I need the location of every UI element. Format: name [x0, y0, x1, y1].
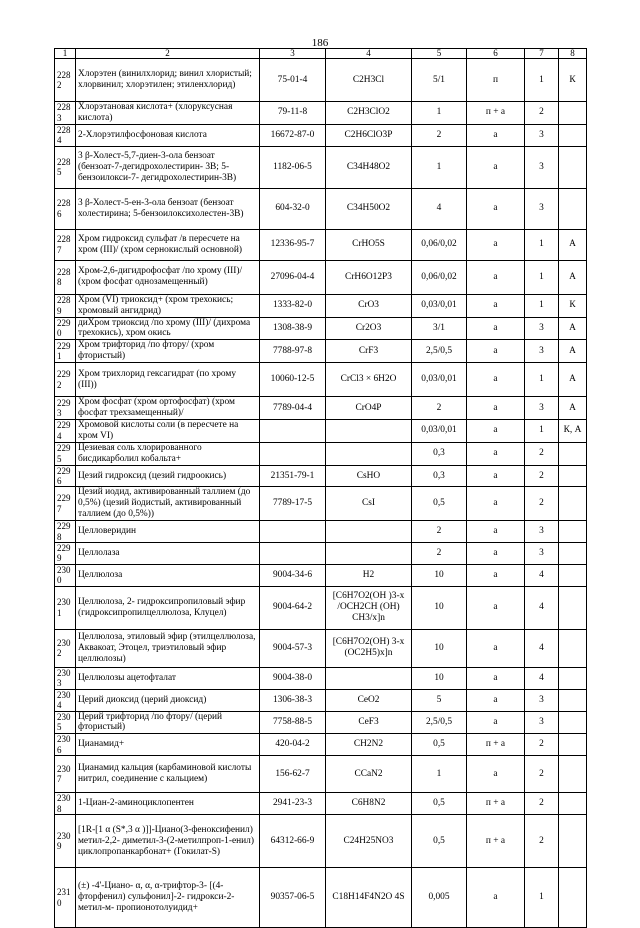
row-number: 2297 — [55, 487, 76, 521]
cas-number: 10060-12-5 — [260, 363, 326, 397]
row-number: 2295 — [55, 442, 76, 465]
hazard-class: 1 — [525, 419, 559, 442]
substance-name: Хром фосфат (хром ортофосфат) (хром фосфат трехзамещенный)/ — [76, 397, 260, 420]
cas-number — [260, 442, 326, 465]
hazard-class: 2 — [525, 793, 559, 815]
limit-value: 1 — [412, 102, 467, 125]
column-number: 8 — [559, 49, 587, 59]
limit-value: 0,3 — [412, 465, 467, 487]
formula: [C6H7O2(OH) 3-x (OC2H5)x]n — [326, 629, 412, 667]
substance-name: 2-Хлорэтилфосфоновая кислота — [76, 124, 260, 146]
limit-value: 0,3 — [412, 442, 467, 465]
hazard-class: 2 — [525, 487, 559, 521]
cas-number: 7789-17-5 — [260, 487, 326, 521]
hazard-class: 3 — [525, 188, 559, 229]
row-number: 2306 — [55, 734, 76, 756]
row-number: 2298 — [55, 521, 76, 543]
hazard-class: 4 — [525, 629, 559, 667]
effect-note: А — [559, 229, 587, 260]
limit-value: 1 — [412, 146, 467, 188]
aggregate-state: п + а — [467, 734, 525, 756]
limit-value: 0,03/0,01 — [412, 294, 467, 317]
hazard-class: 2 — [525, 815, 559, 868]
hazard-class: 1 — [525, 363, 559, 397]
row-number: 2310 — [55, 868, 76, 928]
effect-note — [559, 146, 587, 188]
aggregate-state: п + а — [467, 102, 525, 125]
effect-note — [559, 711, 587, 734]
aggregate-state: а — [467, 564, 525, 586]
formula: C34H48O2 — [326, 146, 412, 188]
formula: CrHO5S — [326, 229, 412, 260]
limit-value: 10 — [412, 564, 467, 586]
effect-note — [559, 793, 587, 815]
limit-value: 1 — [412, 756, 467, 793]
aggregate-state: а — [467, 188, 525, 229]
limit-value: 0,03/0,01 — [412, 363, 467, 397]
limit-value: 2 — [412, 543, 467, 565]
aggregate-state: а — [467, 229, 525, 260]
table-row — [55, 294, 587, 317]
substance-name: Целлюлоза — [76, 564, 260, 586]
substance-name: Цианамид+ — [76, 734, 260, 756]
effect-note — [559, 756, 587, 793]
formula: CsI — [326, 487, 412, 521]
row-number: 2309 — [55, 815, 76, 868]
limit-value: 5/1 — [412, 59, 467, 102]
table-row — [55, 793, 587, 815]
effect-note — [559, 442, 587, 465]
cas-number — [260, 521, 326, 543]
row-number: 2282 — [55, 59, 76, 102]
formula — [326, 521, 412, 543]
cas-number: 9004-34-6 — [260, 564, 326, 586]
formula: CsHO — [326, 465, 412, 487]
substance-name: Цезий иодид, активированный таллием (до 0,5%) (цезий йодистый, активированный таллием (до 0,5%)) — [76, 487, 260, 521]
formula: CrO4P — [326, 397, 412, 420]
aggregate-state: а — [467, 340, 525, 363]
substance-name: Целловеридин — [76, 521, 260, 543]
limit-value: 10 — [412, 629, 467, 667]
aggregate-state: а — [467, 667, 525, 689]
substance-name: Целлюлоза, этиловый эфир (этилцеллюлоза, Аквакоат, Этоцел, триэтиловый эфир целлюлозы) — [76, 629, 260, 667]
formula: CrF3 — [326, 340, 412, 363]
limit-value: 3/1 — [412, 317, 467, 340]
hazard-class: 1 — [525, 868, 559, 928]
cas-number: 7789-04-4 — [260, 397, 326, 420]
substance-name: [1R-[1 α (S*,3 α )]]-Циано(3-феноксифенил) метил-2,2- диметил-3-(2-метилпроп-1-енил) циклопропанкарбонат+ (Гокилат-S) — [76, 815, 260, 868]
table-row — [55, 102, 587, 125]
limit-value: 2,5/0,5 — [412, 340, 467, 363]
effect-note — [559, 868, 587, 928]
row-number: 2284 — [55, 124, 76, 146]
substance-name: Церий диоксид (церий диоксид) — [76, 689, 260, 711]
aggregate-state: а — [467, 397, 525, 420]
substance-name: (±) -4'-Циано- α, α, α-трифтор-3- [(4-фторфенил) сульфонил]-2- гидрокси-2-метил-м- пропионотолуидид+ — [76, 868, 260, 928]
formula: CrO3 — [326, 294, 412, 317]
formula: CeO2 — [326, 689, 412, 711]
effect-note: А — [559, 397, 587, 420]
aggregate-state: а — [467, 868, 525, 928]
formula: CrH6O12P3 — [326, 260, 412, 294]
table-row — [55, 543, 587, 565]
formula: [C6H7O2(OH )3-x /OCH2CH (OH) CH3/x]n — [326, 586, 412, 629]
hazard-class: 1 — [525, 229, 559, 260]
effect-note — [559, 667, 587, 689]
substance-name: Целлолаза — [76, 543, 260, 565]
row-number: 2305 — [55, 711, 76, 734]
table-row — [55, 711, 587, 734]
limit-value: 2,5/0,5 — [412, 711, 467, 734]
limit-value: 0,06/0,02 — [412, 260, 467, 294]
limit-value: 2 — [412, 521, 467, 543]
column-number: 4 — [326, 49, 412, 59]
hazard-class: 3 — [525, 146, 559, 188]
table-row — [55, 340, 587, 363]
cas-number: 420-04-2 — [260, 734, 326, 756]
table-row — [55, 397, 587, 420]
row-number: 2302 — [55, 629, 76, 667]
table-row — [55, 442, 587, 465]
hazard-class: 3 — [525, 340, 559, 363]
limit-value: 0,06/0,02 — [412, 229, 467, 260]
effect-note: К — [559, 59, 587, 102]
table-row — [55, 146, 587, 188]
table-row — [55, 188, 587, 229]
table-row — [55, 419, 587, 442]
row-number: 2285 — [55, 146, 76, 188]
table-row — [55, 689, 587, 711]
limit-value: 10 — [412, 586, 467, 629]
hazard-class: 3 — [525, 543, 559, 565]
hazard-class: 2 — [525, 734, 559, 756]
limit-value: 2 — [412, 124, 467, 146]
limit-value: 0,03/0,01 — [412, 419, 467, 442]
aggregate-state: а — [467, 146, 525, 188]
row-number: 2292 — [55, 363, 76, 397]
hazard-class: 4 — [525, 586, 559, 629]
table-row — [55, 629, 587, 667]
formula: C2H6ClO3P — [326, 124, 412, 146]
table-row — [55, 317, 587, 340]
formula: CeF3 — [326, 711, 412, 734]
row-number: 2290 — [55, 317, 76, 340]
substance-name: Хром (VI) триоксид+ (хром трехокись; хромовый ангидрид) — [76, 294, 260, 317]
effect-note — [559, 629, 587, 667]
cas-number: 1308-38-9 — [260, 317, 326, 340]
cas-number: 21351-79-1 — [260, 465, 326, 487]
page-number: 186 — [311, 37, 329, 49]
row-number: 2283 — [55, 102, 76, 125]
hazard-class: 4 — [525, 667, 559, 689]
table-row — [55, 815, 587, 868]
limit-value: 0,5 — [412, 487, 467, 521]
substance-name: Хром-2,6-дигидрофосфат /по хрому (III)/ (хром фосфат однозамещенный) — [76, 260, 260, 294]
aggregate-state: а — [467, 756, 525, 793]
formula: Cr2O3 — [326, 317, 412, 340]
substance-name: Целлюлоза, 2- гидроксипропиловый эфир (гидроксипропилцеллюлоза, Клуцел) — [76, 586, 260, 629]
limit-value: 0,005 — [412, 868, 467, 928]
formula: CrCl3 × 6H2O — [326, 363, 412, 397]
hazard-class: 3 — [525, 521, 559, 543]
aggregate-state: п — [467, 59, 525, 102]
cas-number: 16672-87-0 — [260, 124, 326, 146]
substance-name: диХром триоксид /по хрому (III)/ (дихрома трехокись), хром окись — [76, 317, 260, 340]
formula: CH2N2 — [326, 734, 412, 756]
limit-value: 2 — [412, 397, 467, 420]
table-row — [55, 260, 587, 294]
column-number-row — [55, 49, 587, 59]
table-row — [55, 124, 587, 146]
table-row — [55, 59, 587, 102]
limit-value: 0,5 — [412, 734, 467, 756]
effect-note — [559, 465, 587, 487]
cas-number: 2941-23-3 — [260, 793, 326, 815]
effect-note: К — [559, 294, 587, 317]
cas-number: 1333-82-0 — [260, 294, 326, 317]
aggregate-state: а — [467, 260, 525, 294]
hazard-class: 3 — [525, 689, 559, 711]
formula: C24H25NO3 — [326, 815, 412, 868]
formula — [326, 667, 412, 689]
formula: C34H50O2 — [326, 188, 412, 229]
aggregate-state: а — [467, 711, 525, 734]
column-number: 3 — [260, 49, 326, 59]
effect-note — [559, 586, 587, 629]
row-number: 2288 — [55, 260, 76, 294]
effect-note — [559, 564, 587, 586]
limit-value: 4 — [412, 188, 467, 229]
hazard-class: 2 — [525, 756, 559, 793]
effect-note — [559, 543, 587, 565]
effect-note — [559, 689, 587, 711]
hazard-class: 2 — [525, 465, 559, 487]
row-number: 2308 — [55, 793, 76, 815]
substance-name: 3 β-Холест-5,7-диен-3-ола бензоат (бензоат-7-дегидрохолестирин- 3В; 5-бензоилокси-7- дегидрохолестирин-3В) — [76, 146, 260, 188]
table-row — [55, 667, 587, 689]
column-number: 7 — [525, 49, 559, 59]
hazard-class: 1 — [525, 260, 559, 294]
substance-name: Хлорэтановая кислота+ (хлоруксусная кислота) — [76, 102, 260, 125]
table-row — [55, 363, 587, 397]
substance-name: Церий трифторид /по фтору/ (церий фтористый) — [76, 711, 260, 734]
effect-note: А — [559, 317, 587, 340]
hazard-class: 2 — [525, 442, 559, 465]
cas-number: 156-62-7 — [260, 756, 326, 793]
table-row — [55, 521, 587, 543]
aggregate-state: а — [467, 543, 525, 565]
limit-value: 5 — [412, 689, 467, 711]
row-number: 2287 — [55, 229, 76, 260]
limit-value: 0,5 — [412, 815, 467, 868]
row-number: 2286 — [55, 188, 76, 229]
cas-number: 9004-38-0 — [260, 667, 326, 689]
substance-name: Цезиевая соль хлорированного бисдикарболил кобальта+ — [76, 442, 260, 465]
formula — [326, 442, 412, 465]
effect-note — [559, 734, 587, 756]
table-row — [55, 868, 587, 928]
formula — [326, 419, 412, 442]
row-number: 2296 — [55, 465, 76, 487]
cas-number: 7788-97-8 — [260, 340, 326, 363]
effect-note — [559, 815, 587, 868]
hazard-class: 4 — [525, 564, 559, 586]
substance-name: Хромовой кислоты соли (в пересчете на хром VI) — [76, 419, 260, 442]
cas-number: 27096-04-4 — [260, 260, 326, 294]
formula: C2H3ClO2 — [326, 102, 412, 125]
substance-name: Хром трифторид /по фтору/ (хром фтористый) — [76, 340, 260, 363]
substance-name: 3 β-Холест-5-ен-3-ола бензоат (бензоат холестирина; 5-бензоилоксихолестен-3В) — [76, 188, 260, 229]
substance-name: Цианамид кальция (карбаминовой кислоты нитрил, соединение с кальцием) — [76, 756, 260, 793]
hazard-class: 2 — [525, 102, 559, 125]
aggregate-state: а — [467, 689, 525, 711]
column-number: 5 — [412, 49, 467, 59]
cas-number: 1306-38-3 — [260, 689, 326, 711]
row-number: 2293 — [55, 397, 76, 420]
column-number: 2 — [76, 49, 260, 59]
limit-value: 0,5 — [412, 793, 467, 815]
cas-number: 12336-95-7 — [260, 229, 326, 260]
substance-name: Хлорэтен (винилхлорид; винил хлористый; хлорвинил; хлорэтилен; этиленхлорид) — [76, 59, 260, 102]
table-row — [55, 734, 587, 756]
substance-name: Целлюлозы ацетофталат — [76, 667, 260, 689]
table-row — [55, 586, 587, 629]
cas-number: 64312-66-9 — [260, 815, 326, 868]
effect-note: К, А — [559, 419, 587, 442]
cas-number: 604-32-0 — [260, 188, 326, 229]
substance-name: 1-Циан-2-аминоциклопентен — [76, 793, 260, 815]
limit-value: 10 — [412, 667, 467, 689]
formula: C6H8N2 — [326, 793, 412, 815]
aggregate-state: а — [467, 419, 525, 442]
hazard-class: 3 — [525, 711, 559, 734]
aggregate-state: а — [467, 124, 525, 146]
row-number: 2301 — [55, 586, 76, 629]
cas-number — [260, 543, 326, 565]
effect-note: А — [559, 260, 587, 294]
row-number: 2294 — [55, 419, 76, 442]
table-row — [55, 756, 587, 793]
row-number: 2291 — [55, 340, 76, 363]
table-row — [55, 229, 587, 260]
cas-number: 7758-88-5 — [260, 711, 326, 734]
formula: H2 — [326, 564, 412, 586]
aggregate-state: а — [467, 487, 525, 521]
cas-number — [260, 419, 326, 442]
effect-note — [559, 188, 587, 229]
table-row — [55, 465, 587, 487]
cas-number: 1182-06-5 — [260, 146, 326, 188]
row-number: 2289 — [55, 294, 76, 317]
hazard-class: 1 — [525, 294, 559, 317]
row-number: 2299 — [55, 543, 76, 565]
cas-number: 90357-06-5 — [260, 868, 326, 928]
hazard-class: 3 — [525, 124, 559, 146]
row-number: 2303 — [55, 667, 76, 689]
column-number: 1 — [55, 49, 76, 59]
aggregate-state: а — [467, 586, 525, 629]
row-number: 2307 — [55, 756, 76, 793]
cas-number: 75-01-4 — [260, 59, 326, 102]
aggregate-state: а — [467, 294, 525, 317]
table-row — [55, 487, 587, 521]
effect-note — [559, 521, 587, 543]
effect-note: А — [559, 340, 587, 363]
aggregate-state: п + а — [467, 793, 525, 815]
substance-table — [54, 48, 587, 928]
row-number: 2300 — [55, 564, 76, 586]
effect-note — [559, 124, 587, 146]
formula: CCaN2 — [326, 756, 412, 793]
hazard-class: 3 — [525, 317, 559, 340]
substance-name: Хром трихлорид гексагидрат (по хрому (III)) — [76, 363, 260, 397]
effect-note — [559, 102, 587, 125]
hazard-class: 3 — [525, 397, 559, 420]
hazard-class: 1 — [525, 59, 559, 102]
aggregate-state: а — [467, 465, 525, 487]
table-row — [55, 564, 587, 586]
cas-number: 9004-57-3 — [260, 629, 326, 667]
aggregate-state: а — [467, 317, 525, 340]
effect-note — [559, 487, 587, 521]
aggregate-state: а — [467, 442, 525, 465]
row-number: 2304 — [55, 689, 76, 711]
cas-number: 79-11-8 — [260, 102, 326, 125]
aggregate-state: п + а — [467, 815, 525, 868]
column-number: 6 — [467, 49, 525, 59]
substance-name: Хром гидроксид сульфат /в пересчете на хром (III)/ (хром сернокислый основной) — [76, 229, 260, 260]
aggregate-state: а — [467, 363, 525, 397]
cas-number: 9004-64-2 — [260, 586, 326, 629]
formula: C18H14F4N2O 4S — [326, 868, 412, 928]
formula — [326, 543, 412, 565]
effect-note: А — [559, 363, 587, 397]
formula: C2H3Cl — [326, 59, 412, 102]
aggregate-state: а — [467, 521, 525, 543]
aggregate-state: а — [467, 629, 525, 667]
substance-name: Цезий гидроксид (цезий гидроокись) — [76, 465, 260, 487]
